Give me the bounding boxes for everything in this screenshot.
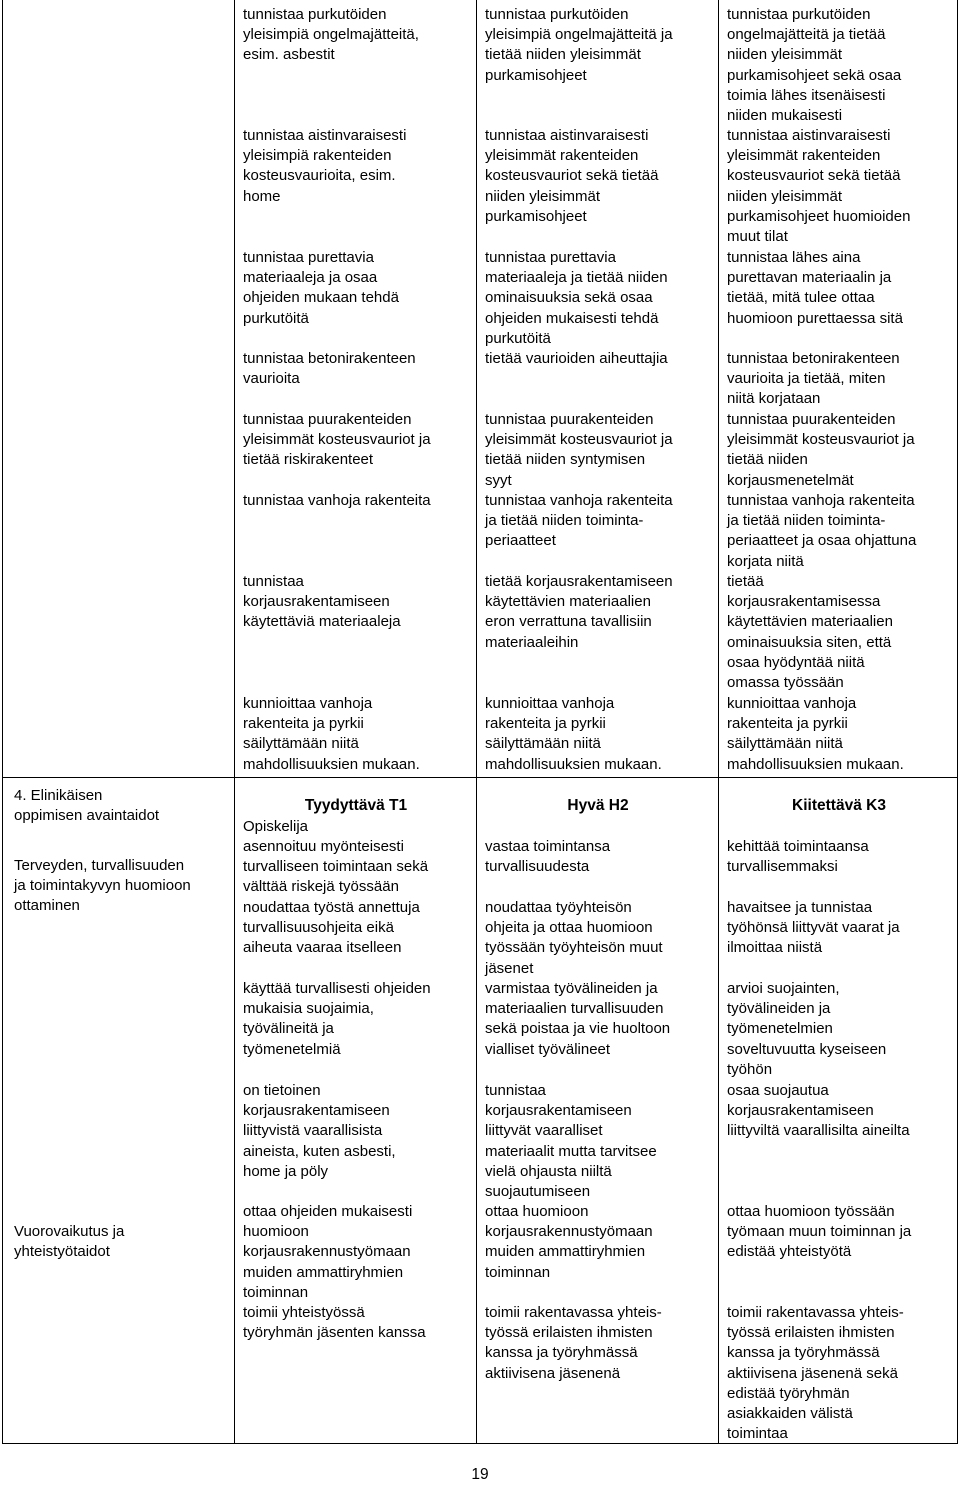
k3-cell: tietää korjausrakentamisessa käytettävien materiaalien ominaisuuksia siten, että osaa hyödyntää niitä omassa työssään [727,573,893,692]
t1-cell: tunnistaa puurakenteiden yleisimmät kosteusvauriot ja tietää riskirakenteet [243,411,431,469]
h2-cell: vastaa toimintansa turvallisuudesta [485,838,611,876]
h2-cell: varmistaa työvälineiden ja materiaalien turvallisuuden sekä poistaa ja vie huoltoon vialliset työvälineet [485,980,671,1058]
t1-cell: ottaa ohjeiden mukaisesti huomioon korjausrakennustyömaan muiden ammattiryhmien toiminnan [243,1203,413,1301]
left-label-health-safety: Terveyden, turvallisuuden ja toimintakyvyn huomioon ottaminen [14,857,191,915]
page-number: 19 [471,1466,489,1483]
t1-cell: tunnistaa purettavia materiaaleja ja osaa ohjeiden mukaan tehdä purkutöitä [243,249,399,327]
h2-cell: tunnistaa purettavia materiaaleja ja tietää niiden ominaisuuksia sekä osaa ohjeiden mukaisesti tehdä purkutöitä [485,249,668,347]
section-heading: 4. Elinikäisen oppimisen avaintaidot [14,787,160,825]
table-border-right [957,0,958,1444]
h2-cell: tunnistaa korjausrakentamiseen liittyvät vaaralliset materiaalit mutta tarvitsee vielä ohjausta niiltä suojautumiseen [485,1082,657,1201]
t1-cell: tunnistaa korjausrakentamiseen käytettäviä materiaaleja [243,573,401,631]
t1-cell: käyttää turvallisesti ohjeiden mukaisia suojaimia, työvälineitä ja työmenetelmiä [243,980,431,1058]
k3-cell: tunnistaa aistinvaraisesti yleisimmät rakenteiden kosteusvauriot sekä tietää niiden yleisimmät purkamisohjeet huomioiden muut tilat [727,127,911,246]
header-k3: Kiitettävä K3 [792,797,886,814]
h2-cell: tietää korjausrakentamiseen käytettävien materiaalien eron verrattuna tavallisiin materiaaleihin [485,573,673,651]
k3-cell: arvioi suojainten, työvälineiden ja työmenetelmien soveltuvuutta kyseiseen työhön [727,980,887,1078]
k3-cell: tunnistaa puurakenteiden yleisimmät kosteusvauriot ja tietää niiden korjausmenetelmät [727,411,915,489]
table-border-left [2,0,3,1444]
k3-cell: tunnistaa lähes aina purettavan materiaalin ja tietää, mitä tulee ottaa huomioon purettaessa sitä [727,249,903,327]
k3-cell: tunnistaa betonirakenteen vaurioita ja tietää, miten niitä korjataan [727,350,900,408]
k3-cell: tunnistaa vanhoja rakenteita ja tietää niiden toiminta- periaatteet ja osaa ohjattuna korjata niitä [727,492,917,570]
t1-cell: toimii yhteistyössä työryhmän jäsenten kanssa [243,1304,426,1342]
column-divider-2 [476,0,477,1444]
h2-cell: noudattaa työyhteisön ohjeita ja ottaa huomioon työssään työyhteisön muut jäsenet [485,899,663,977]
t1-cell: tunnistaa vanhoja rakenteita [243,492,431,509]
k3-cell: osaa suojautua korjausrakentamiseen liittyviltä vaarallisilta aineilta [727,1082,910,1140]
t1-cell: asennoituu myönteisesti turvalliseen toimintaan sekä välttää riskejä työssään [243,838,429,896]
column-divider-1 [234,0,235,1444]
h2-cell: toimii rakentavassa yhteis- työssä erilaisten ihmisten kanssa ja työryhmässä aktiivisena jäsenenä [485,1304,662,1382]
k3-cell: toimii rakentavassa yhteis- työssä erilaisten ihmisten kanssa ja työryhmässä aktiivisena jäsenenä sekä edistää työryhmän asiakkaiden välistä toimintaa [727,1304,904,1443]
h2-cell: ottaa huomioon korjausrakennustyömaan muiden ammattiryhmien toiminnan [485,1203,653,1281]
column-divider-3 [718,0,719,1444]
h2-cell: tunnistaa aistinvaraisesti yleisimmät rakenteiden kosteusvauriot sekä tietää niiden yleisimmät purkamisohjeet [485,127,659,225]
t1-cell: on tietoinen korjausrakentamiseen liittyvistä vaarallisista aineista, kuten asbesti, home ja pöly [243,1082,396,1180]
h2-cell: tunnistaa purkutöiden yleisimpiä ongelmajätteitä ja tietää niiden yleisimmät purkamisohjeet [485,6,673,84]
h2-cell: tietää vaurioiden aiheuttajia [485,350,668,367]
header-t1: Tyydyttävä T1 [304,797,408,814]
header-h2: Hyvä H2 [567,797,629,814]
opiskelija-label: Opiskelija [243,818,309,835]
k3-cell: tunnistaa purkutöiden ongelmajätteitä ja tietää niiden yleisimmät purkamisohjeet sekä osaa toimia lähes itsenäisesti niiden mukaisesti [727,6,902,125]
k3-cell: kunnioittaa vanhoja rakenteita ja pyrkii säilyttämään niitä mahdollisuuksien mukaan. [727,695,904,773]
t1-cell: kunnioittaa vanhoja rakenteita ja pyrkii säilyttämään niitä mahdollisuuksien mukaan. [243,695,420,773]
t1-cell: noudattaa työstä annettuja turvallisuusohjeita eikä aiheuta vaaraa itselleen [243,899,420,957]
k3-cell: ottaa huomioon työssään työmaan muun toiminnan ja edistää yhteistyötä [727,1203,912,1261]
left-label-cooperation: Vuorovaikutus ja yhteistyötaidot [14,1223,125,1261]
k3-cell: havaitsee ja tunnistaa työhönsä liittyvät vaarat ja ilmoittaa niistä [727,899,900,957]
section-divider [2,777,958,778]
t1-cell: tunnistaa purkutöiden yleisimpiä ongelmajätteitä, esim. asbestit [243,6,419,64]
k3-cell: kehittää toimintaansa turvallisemmaksi [727,838,869,876]
t1-cell: tunnistaa aistinvaraisesti yleisimpiä rakenteiden kosteusvaurioita, esim. home [243,127,407,205]
h2-cell: tunnistaa puurakenteiden yleisimmät kosteusvauriot ja tietää niiden syntymisen syyt [485,411,673,489]
t1-cell: tunnistaa betonirakenteen vaurioita [243,350,416,388]
h2-cell: tunnistaa vanhoja rakenteita ja tietää niiden toiminta- periaatteet [485,492,673,550]
h2-cell: kunnioittaa vanhoja rakenteita ja pyrkii säilyttämään niitä mahdollisuuksien mukaan. [485,695,662,773]
